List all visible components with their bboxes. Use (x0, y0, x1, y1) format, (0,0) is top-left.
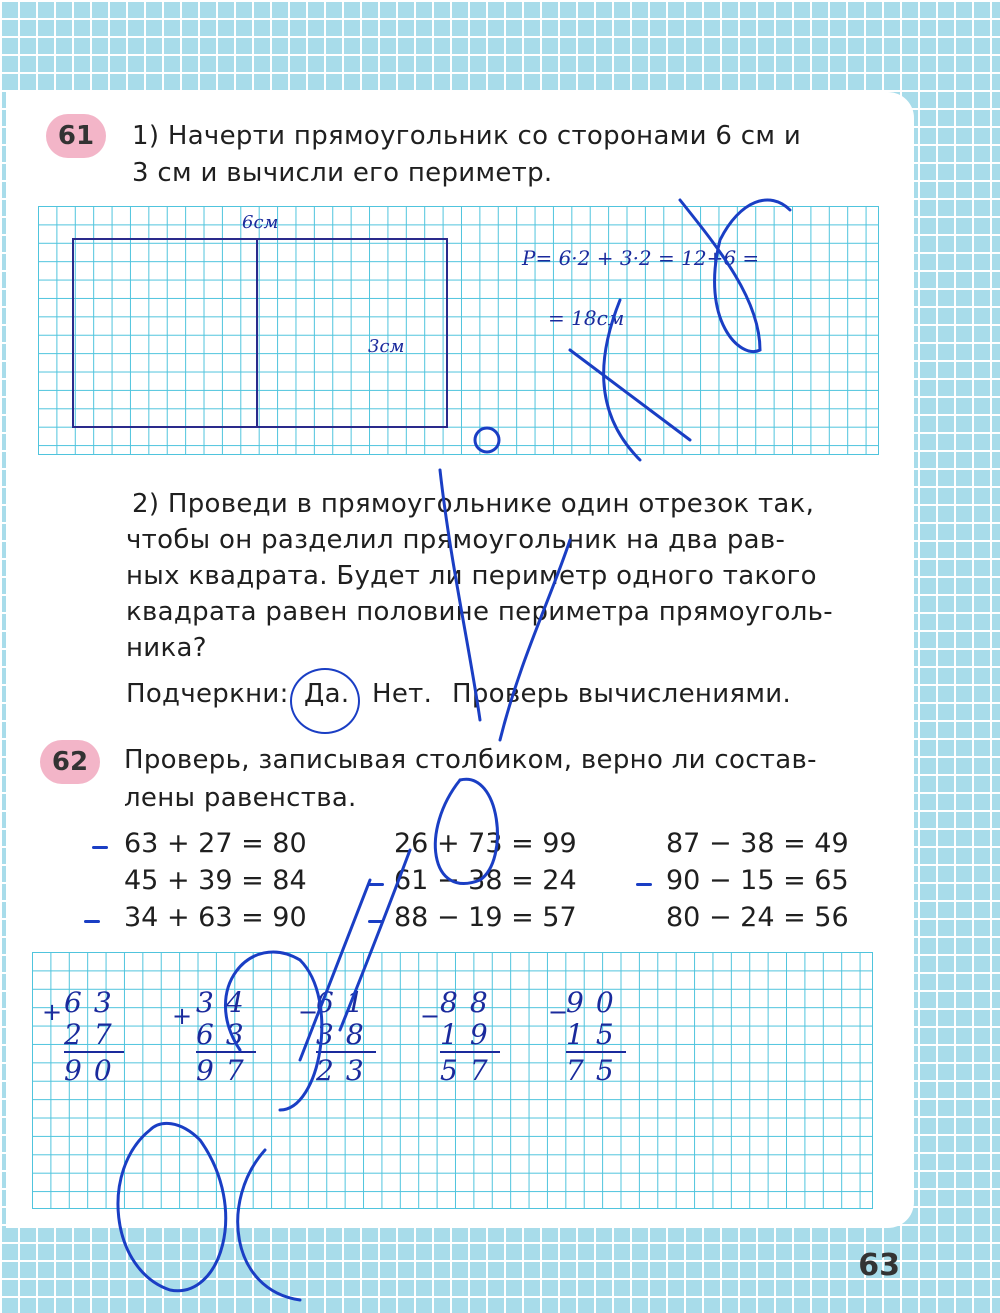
col-2-bottom: 63 (196, 1018, 256, 1051)
perimeter-formula: P= 6·2 + 3·2 = 12+6 = (522, 246, 760, 270)
col-2-line (196, 1051, 256, 1053)
task-61-line-2: 3 см и вычисли его периметр. (132, 158, 553, 188)
col-1-result: 90 (64, 1054, 124, 1087)
task-61-part2-line-1: 2) Проведи в прямоугольнике один отрезок так, (132, 489, 815, 519)
answer-circle (290, 668, 360, 734)
mark-r2-c2 (368, 883, 384, 886)
task-61-part2-line-5: ника? (126, 633, 207, 663)
task-62-line-2: лены равенства. (124, 783, 357, 813)
col-2-sign: + (172, 1002, 193, 1030)
column-calc-3 (316, 986, 386, 1086)
column-calc-2 (196, 986, 266, 1086)
column-calc-4 (440, 986, 510, 1086)
col-5-line (566, 1051, 626, 1053)
equation-r1-c3: 87 − 38 = 49 (666, 828, 849, 859)
answer-yes: Да. (304, 679, 350, 709)
equation-r2-c1: 45 + 39 = 84 (124, 865, 307, 896)
col-2-result: 97 (196, 1054, 256, 1087)
equation-r1-c2: 26 + 73 = 99 (394, 828, 577, 859)
col-5-bottom: 15 (566, 1018, 626, 1051)
equation-r2-c2: 61 − 38 = 24 (394, 865, 577, 896)
col-4-top: 88 (440, 986, 500, 1019)
answer-no: Нет. (372, 679, 433, 709)
mark-r1-c1 (92, 846, 108, 849)
col-1-sign: + (42, 998, 63, 1026)
col-1-line (64, 1051, 124, 1053)
col-3-bottom: 38 (316, 1018, 376, 1051)
mark-r2-c3 (636, 883, 652, 886)
task-62-badge: 62 (40, 740, 100, 784)
check-prompt: Проверь вычислениями. (452, 679, 792, 709)
dividing-segment (256, 238, 258, 426)
col-1-bottom: 27 (64, 1018, 124, 1051)
col-3-sign: − (298, 998, 319, 1026)
equation-r3-c1: 34 + 63 = 90 (124, 902, 307, 933)
column-calc-5 (566, 986, 636, 1086)
equation-r2-c3: 90 − 15 = 65 (666, 865, 849, 896)
task-61-part2-line-2: чтобы он разделил прямоугольник на два рав- (126, 525, 786, 555)
col-5-result: 75 (566, 1054, 626, 1087)
col-3-line (316, 1051, 376, 1053)
col-3-result: 23 (316, 1054, 376, 1087)
equation-r3-c2: 88 − 19 = 57 (394, 902, 577, 933)
col-1-top: 63 (64, 986, 124, 1019)
mark-r3-c1 (84, 920, 100, 923)
task-61-line-1: 1) Начерти прямоугольник со сторонами 6 см и (132, 121, 802, 151)
equation-r1-c1: 63 + 27 = 80 (124, 828, 307, 859)
col-4-result: 57 (440, 1054, 500, 1087)
column-calc-1 (64, 986, 134, 1086)
col-3-top: 61 (316, 986, 376, 1019)
col-4-line (440, 1051, 500, 1053)
page-number: 63 (858, 1248, 900, 1283)
equation-r3-c3: 80 − 24 = 56 (666, 902, 849, 933)
task-61-part2-line-3: ных квадрата. Будет ли периметр одного такого (126, 561, 817, 591)
side-label-6cm: 6см (242, 212, 279, 233)
col-2-top: 34 (196, 986, 256, 1019)
side-label-3cm: 3см (368, 336, 405, 357)
task-61-badge: 61 (46, 114, 106, 158)
mark-r3-c2 (368, 920, 384, 923)
col-4-sign: − (420, 1002, 441, 1030)
task-62-line-1: Проверь, записывая столбиком, верно ли состав- (124, 745, 817, 775)
task-61-part2-line-4: квадрата равен половине периметра прямоуголь- (126, 597, 833, 627)
drawn-rectangle (72, 238, 448, 428)
perimeter-result: = 18см (548, 306, 625, 330)
col-5-sign: − (548, 998, 569, 1026)
col-5-top: 90 (566, 986, 626, 1019)
col-4-bottom: 19 (440, 1018, 500, 1051)
underline-prompt: Подчеркни: (126, 679, 289, 709)
